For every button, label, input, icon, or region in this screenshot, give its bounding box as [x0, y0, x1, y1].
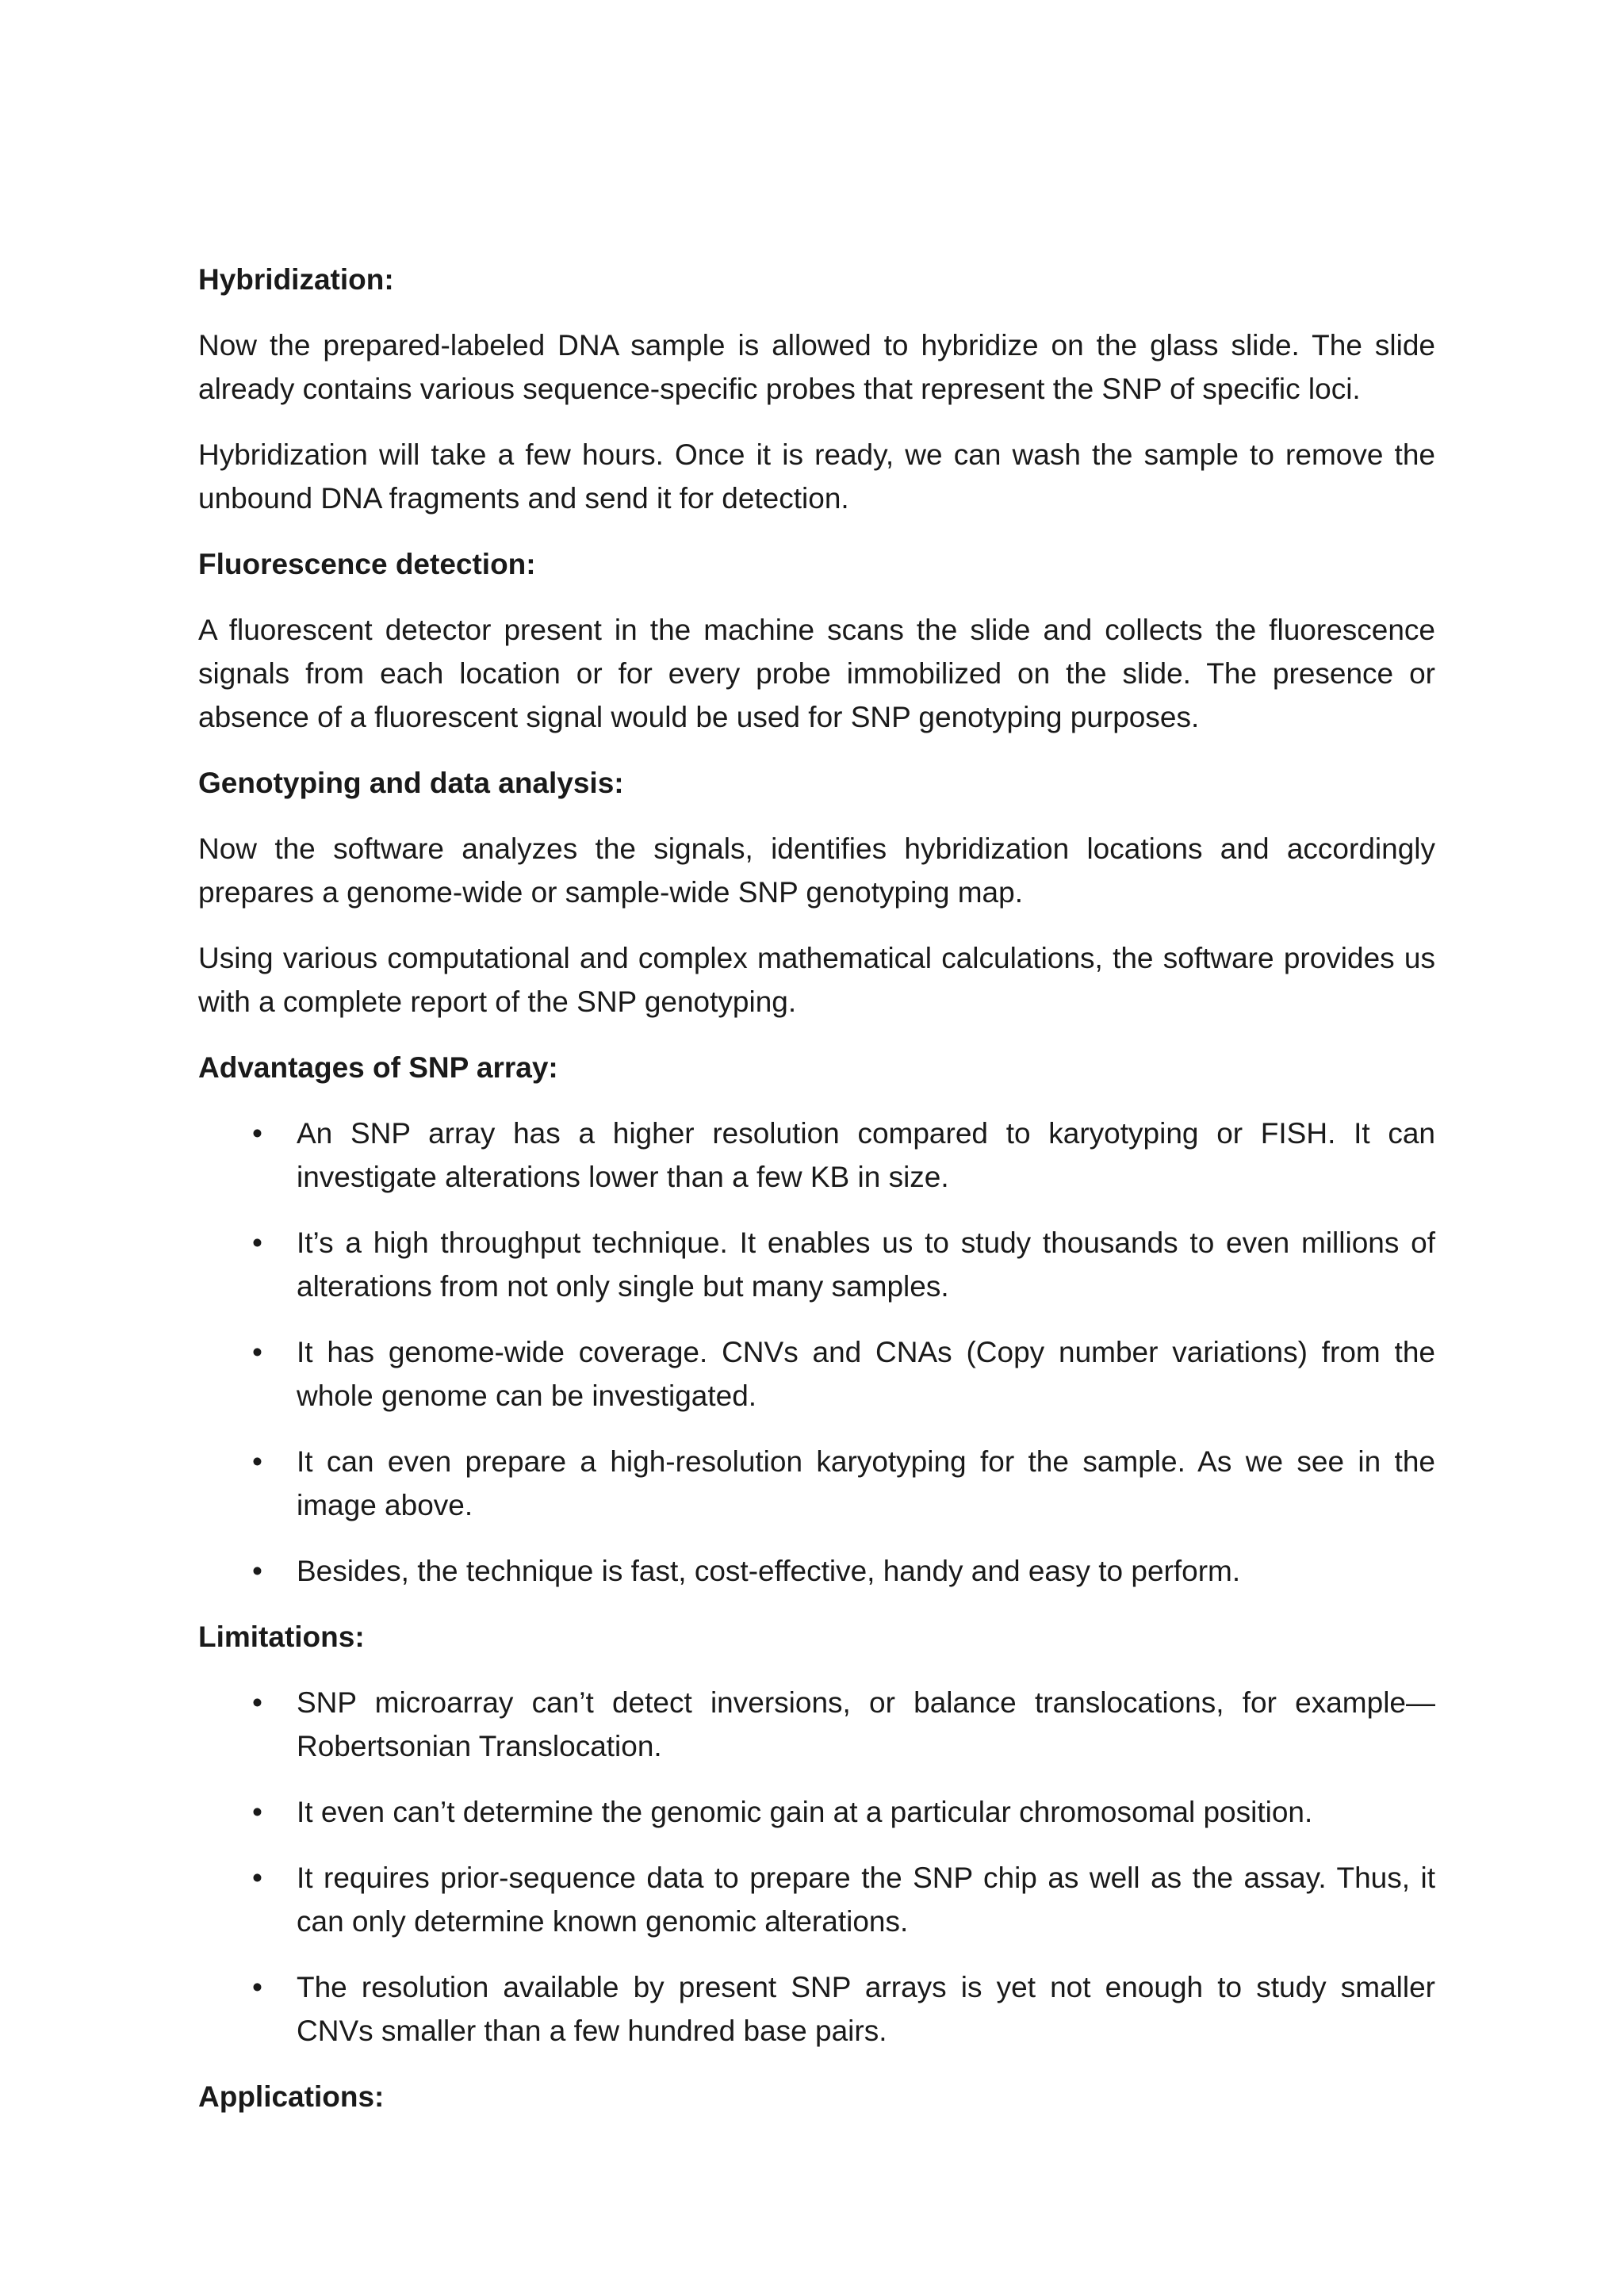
list-item: [198, 1330, 1435, 1418]
bullet-icon: •: [252, 1686, 262, 1719]
list-item: [198, 1112, 1435, 1199]
document-page: [198, 258, 1435, 2141]
heading-limitations: Limitations:: [198, 1621, 365, 1653]
list-item: [198, 1856, 1435, 1943]
bullet-icon: •: [252, 1555, 262, 1587]
list-item-text: The resolution available by present SNP arrays is yet not enough to study smaller CNVs smaller than a few hundred base pairs.: [297, 1971, 1435, 2047]
advantages-list: [198, 1112, 1435, 1593]
list-item-text: It’s a high throughput technique. It enables us to study thousands to even millions of alterations from not only single but many samples.: [297, 1226, 1435, 1303]
list-item: [198, 1790, 1435, 1834]
limitations-list: [198, 1681, 1435, 2053]
paragraph: A fluorescent detector present in the machine scans the slide and collects the fluorescence signals from each location or for every probe immobilized on the slide. The presence or absence of a fluorescent signal would be used for SNP genotyping purposes.: [198, 614, 1435, 733]
list-item-text: It even can’t determine the genomic gain at a particular chromosomal position.: [297, 1796, 1313, 1828]
list-item-text: An SNP array has a higher resolution compared to karyotyping or FISH. It can investigate alterations lower than a few KB in size.: [297, 1117, 1435, 1193]
heading-genotyping: Genotyping and data analysis:: [198, 767, 624, 799]
list-item: [198, 1221, 1435, 1308]
list-item-text: It has genome-wide coverage. CNVs and CNAs (Copy number variations) from the whole genome can be investigated.: [297, 1336, 1435, 1412]
paragraph: Using various computational and complex mathematical calculations, the software provides us with a complete report of the SNP genotyping.: [198, 942, 1435, 1018]
list-item: [198, 1965, 1435, 2053]
heading-applications: Applications:: [198, 2080, 385, 2113]
bullet-icon: •: [252, 1971, 262, 2003]
list-item-text: SNP microarray can’t detect inversions, or balance translocations, for example—Robertsonian Translocation.: [297, 1686, 1435, 1762]
paragraph: Now the prepared-labeled DNA sample is allowed to hybridize on the glass slide. The slide already contains various sequence-specific probes that represent the SNP of specific loci.: [198, 329, 1435, 405]
bullet-icon: •: [252, 1862, 262, 1894]
bullet-icon: •: [252, 1445, 262, 1478]
list-item-text: Besides, the technique is fast, cost-effective, handy and easy to perform.: [297, 1555, 1241, 1587]
paragraph: Now the software analyzes the signals, identifies hybridization locations and accordingly prepares a genome-wide or sample-wide SNP genotyping map.: [198, 832, 1435, 909]
bullet-icon: •: [252, 1117, 262, 1150]
bullet-icon: •: [252, 1336, 262, 1368]
bullet-icon: •: [252, 1796, 262, 1828]
list-item-text: It can even prepare a high-resolution karyotyping for the sample. As we see in the image above.: [297, 1445, 1435, 1521]
paragraph: Hybridization will take a few hours. Once it is ready, we can wash the sample to remove the unbound DNA fragments and send it for detection.: [198, 438, 1435, 515]
list-item: [198, 1440, 1435, 1527]
heading-fluorescence-detection: Fluorescence detection:: [198, 548, 536, 580]
heading-advantages: Advantages of SNP array:: [198, 1051, 558, 1084]
heading-hybridization: Hybridization:: [198, 263, 394, 296]
list-item-text: It requires prior-sequence data to prepare the SNP chip as well as the assay. Thus, it can only determine known genomic alterations.: [297, 1862, 1435, 1938]
list-item: [198, 1681, 1435, 1768]
list-item: [198, 1549, 1435, 1593]
bullet-icon: •: [252, 1226, 262, 1259]
